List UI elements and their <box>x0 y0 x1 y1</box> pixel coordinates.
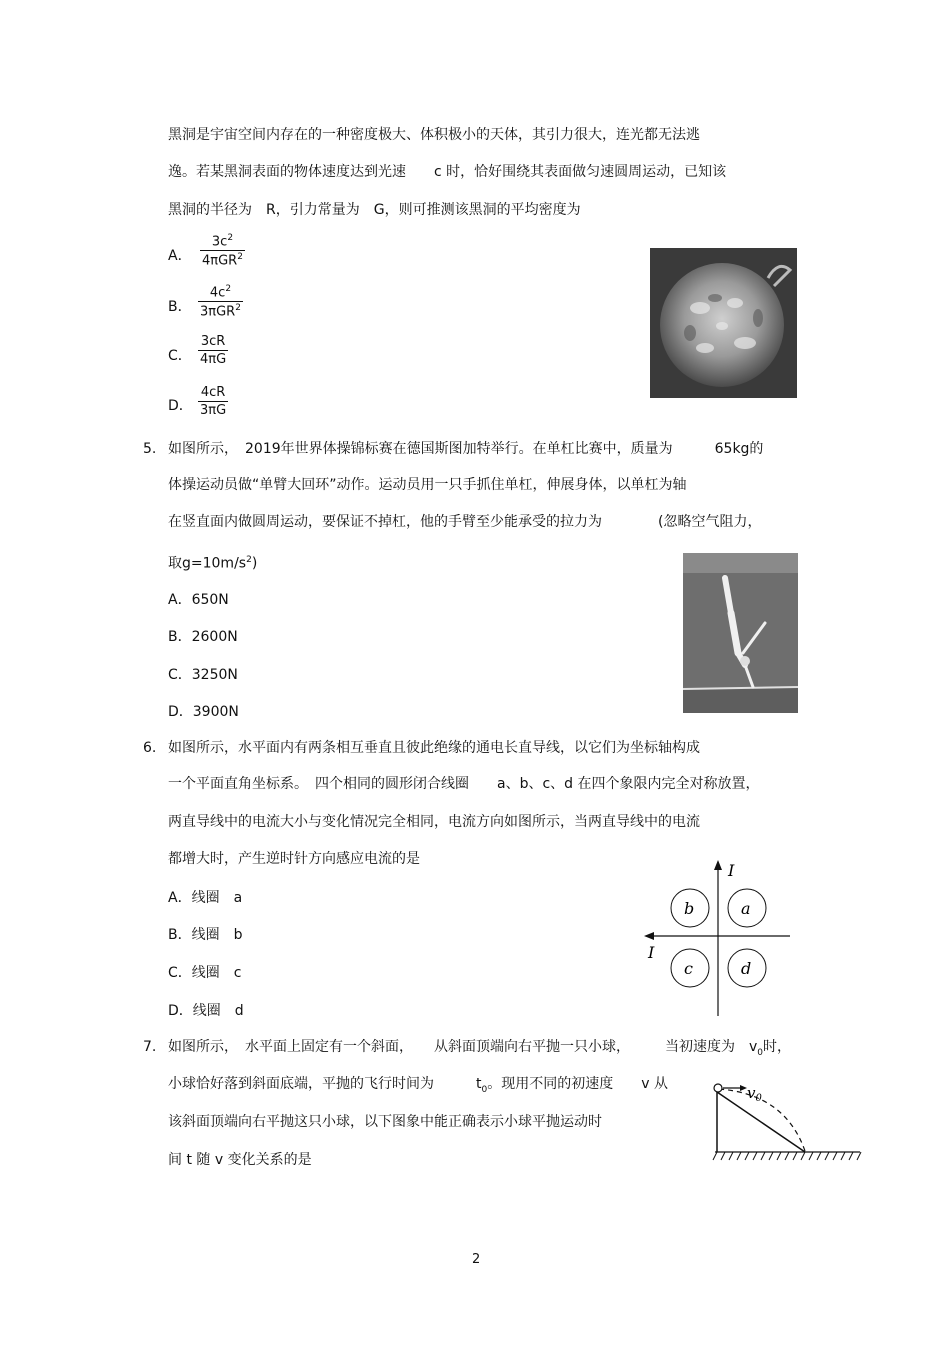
q5-stem-line-4-tail: ) <box>251 555 258 572</box>
q5-stem-line-3: 在竖直面内做圆周运动，要保证不掉杠，他的手臂至少能承受的拉力为 (忽略空气阻力， <box>168 514 762 530</box>
q6-stem-line-1: 如图所示，水平面内有两条相互垂直且彼此绝缘的通电长直导线，以它们为坐标轴构成 <box>168 740 700 756</box>
q4-option-d-den: 3πG <box>200 403 227 418</box>
q4-stem-line-1: 黑洞是宇宙空间内存在的一种密度极大、体积极小的天体，其引力很大，连光都无法逃 <box>168 127 700 143</box>
q7-stem-line-1-tail: 时， <box>763 1039 792 1055</box>
q4-option-a-fraction <box>200 233 245 269</box>
velocity-label-v: v <box>747 1084 756 1102</box>
coil-b-label: b <box>684 899 695 918</box>
ball <box>714 1084 722 1092</box>
q5-option-a: A．650N <box>168 592 229 608</box>
ground-hatch <box>713 1152 861 1160</box>
q7-stem-line-2-tail: 。现用不同的初速度 v 从 <box>487 1076 668 1092</box>
q7-stem-line-4: 间 t 随 v 变化关系的是 <box>168 1152 312 1168</box>
trajectory-path <box>719 1089 805 1151</box>
q7-stem-line-2-text: 小球恰好落到斜面底端，平抛的飞行时间为 t <box>168 1076 482 1092</box>
q6-stem-line-2: 一个平面直角坐标系。 四个相同的圆形闭合线圈 a、b、c、d 在四个象限内完全对称放置， <box>168 776 760 792</box>
gymnast-image <box>683 553 798 713</box>
q6-option-c: C．线圈 c <box>168 965 242 981</box>
black-hole-image <box>650 248 797 398</box>
q4-option-c-den: 4πG <box>200 352 227 367</box>
q6-option-a: A．线圈 a <box>168 890 243 906</box>
q7-stem-line-1-sub: 0 <box>757 1047 764 1058</box>
current-label-horizontal: I <box>648 943 655 962</box>
q4-option-a-den-sup: 2 <box>237 252 243 263</box>
q4-option-c-num: 3cR <box>200 334 226 349</box>
q5-option-c: C．3250N <box>168 667 238 683</box>
q5-stem-line-1: 如图所示， 2019年世界体操锦标赛在德国斯图加特举行。在单杠比赛中，质量为 65kg的 <box>168 441 764 457</box>
q7-number: 7. <box>143 1039 157 1055</box>
vertical-arrow-icon <box>714 860 722 870</box>
q4-option-a-label: A． <box>168 248 192 264</box>
horizontal-arrow-icon <box>644 932 654 940</box>
velocity-label <box>747 1084 762 1104</box>
q5-stem-line-4-sup: 2 <box>246 555 252 565</box>
q6-option-b: B．线圈 b <box>168 927 243 943</box>
q6-number: 6. <box>143 740 157 756</box>
q7-stem-line-1-text: 如图所示， 水平面上固定有一个斜面， 从斜面顶端向右平抛一只小球， 当初速度为 v <box>168 1039 758 1055</box>
coil-d-label: d <box>741 959 752 978</box>
q4-option-a-num-sup: 2 <box>227 233 234 243</box>
q5-option-d: D．3900N <box>168 704 239 720</box>
coil-a-label: a <box>741 899 751 918</box>
q5-option-b: B．2600N <box>168 629 238 645</box>
q4-option-d-fraction <box>198 385 228 418</box>
q4-option-a-num: 3c <box>211 234 228 250</box>
q5-number: 5. <box>143 441 157 457</box>
q4-option-c-label: C． <box>168 348 192 364</box>
q6-option-d: D．线圈 d <box>168 1003 244 1019</box>
q4-option-b-num-sup: 2 <box>225 284 232 294</box>
q4-option-b-fraction <box>198 284 243 320</box>
q7-stem-line-1 <box>168 1037 791 1063</box>
q4-option-b-den-sup: 2 <box>235 303 241 314</box>
q4-stem-line-3: 黑洞的半径为 R，引力常量为 G，则可推测该黑洞的平均密度为 <box>168 202 581 218</box>
q4-option-c-fraction <box>198 334 228 367</box>
coil-c-label: c <box>684 959 693 978</box>
q5-stem-line-2: 体操运动员做“单臂大回环”动作。运动员用一只手抓住单杠，伸展身体，以单杠为轴 <box>168 477 687 493</box>
velocity-arrow-icon <box>740 1085 747 1091</box>
velocity-label-sub: 0 <box>755 1093 762 1104</box>
q4-stem-line-2: 逸。若某黑洞表面的物体速度达到光速 c 时，恰好围绕其表面做匀速圆周运动，已知该 <box>168 164 727 180</box>
current-label-vertical: I <box>728 861 735 880</box>
page-number: 2 <box>472 1252 481 1267</box>
q7-stem-line-2-sub: 0 <box>481 1084 488 1095</box>
q4-option-b-num: 4c <box>209 285 226 301</box>
q7-stem-line-3: 该斜面顶端向右平抛这只小球，以下图象中能正确表示小球平抛运动时 <box>168 1114 602 1130</box>
q4-option-d-num: 4cR <box>200 385 226 400</box>
q5-stem-line-4-text: 取g=10m/s <box>168 555 247 572</box>
q4-option-b-den: 3πGR <box>200 304 236 320</box>
q4-option-a-den: 4πGR <box>202 253 238 269</box>
coils-diagram <box>640 858 800 1018</box>
incline-diagram <box>705 1072 865 1167</box>
q6-stem-line-3: 两直导线中的电流大小与变化情况完全相同，电流方向如图所示，当两直导线中的电流 <box>168 814 700 830</box>
q4-option-b-label: B． <box>168 299 192 315</box>
q7-stem-line-2 <box>168 1074 668 1100</box>
q4-option-d-label: D． <box>168 398 193 414</box>
q6-stem-line-4: 都增大时，产生逆时针方向感应电流的是 <box>168 851 420 867</box>
q5-stem-line-4 <box>168 550 257 574</box>
